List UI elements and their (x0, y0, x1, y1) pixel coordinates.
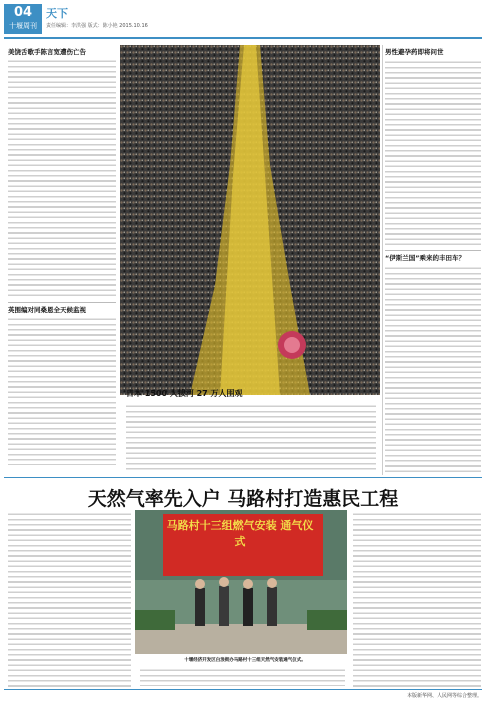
page-number-badge (4, 4, 42, 34)
article-title-toyota: “伊斯兰国”乘来的丰田车？ (385, 254, 466, 262)
brand-name: 十堰周刊 (9, 22, 37, 30)
article-body-rapper (8, 57, 116, 297)
main-headline: 天然气率先入户 马路村打造惠民工程 (87, 488, 399, 510)
story-body-left (8, 510, 131, 688)
photo-caption-gas-ceremony: 十堰经济开发区白浪街办马路村十三组天然气安装通气仪式。 (184, 658, 306, 663)
divider (8, 302, 116, 303)
editor-meta: 责任编辑：李洪强 版式：陈小艳 2015.10.16 (46, 23, 148, 29)
article-title-surveillance: 英围编对同桑恩全天候监视 (8, 306, 86, 314)
header-rule (4, 37, 482, 39)
article-title-rapper: 美饶舌歌手陈言宽遭伤亡告 (8, 48, 86, 56)
page-header (0, 0, 486, 36)
footer-rule (4, 689, 482, 690)
section-divider (4, 477, 482, 478)
photo-caption-tug-of-war: 日本 1500 人拔河 27 万人围观 (126, 389, 243, 398)
section-name: 天下 (46, 7, 68, 20)
article-body-surveillance (8, 315, 116, 465)
footer-source: 本版新华网、人民网等综合整理。 (406, 693, 482, 699)
article-title-contraceptive: 男性避孕药即将问世 (385, 48, 444, 56)
article-body-contraceptive (385, 58, 481, 248)
photo-story-body (126, 402, 376, 472)
column-rule (382, 45, 383, 475)
story-body-middle (140, 666, 345, 686)
page-number: 04 (13, 5, 33, 20)
divider (385, 250, 481, 251)
tug-of-war-crowd-photo (120, 45, 380, 395)
ceremony-banner-text: 马路村十三组燃气安装 通气仪式 (166, 519, 314, 548)
story-body-right (353, 510, 481, 688)
article-body-toyota (385, 264, 481, 474)
